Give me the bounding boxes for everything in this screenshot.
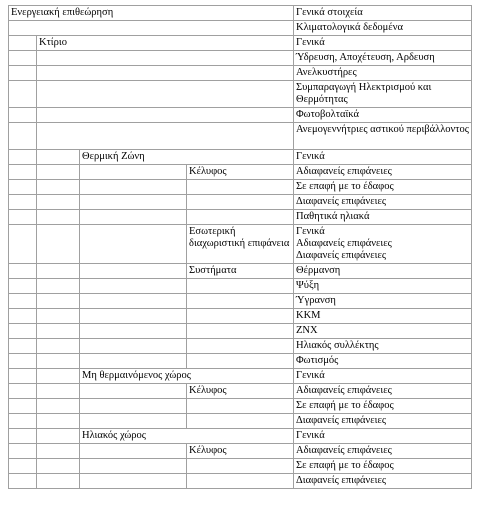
indent-cell <box>9 36 37 51</box>
indent-cell <box>9 165 37 180</box>
indent-cell <box>9 66 37 81</box>
empty-cell <box>37 51 294 66</box>
item-cell: Φωτοβολταϊκά <box>294 108 472 123</box>
empty-cell <box>187 195 294 210</box>
indent-cell <box>9 339 37 354</box>
indent-cell <box>80 459 187 474</box>
indent-cell <box>37 414 80 429</box>
zone-label: Θερμική Ζώνη <box>80 150 294 165</box>
item-cell: Ύγρανση <box>294 294 472 309</box>
group-label: Κτίριο <box>37 36 294 51</box>
empty-cell <box>9 21 294 36</box>
item-cell: Διαφανείς επιφάνειες <box>294 414 472 429</box>
table-row <box>9 51 472 66</box>
indent-cell <box>37 324 80 339</box>
item-cell: Ανεμογεννήτριες αστικού περιβάλλοντος <box>294 123 472 150</box>
table-row <box>9 444 472 459</box>
indent-cell <box>80 165 187 180</box>
indent-cell <box>37 165 80 180</box>
indent-cell <box>9 354 37 369</box>
table-row <box>9 210 472 225</box>
item-cell: Ηλιακός συλλέκτης <box>294 339 472 354</box>
indent-cell <box>80 180 187 195</box>
indent-cell <box>9 444 37 459</box>
item-cell: Ψύξη <box>294 279 472 294</box>
item-cell: Σε επαφή με το έδαφος <box>294 399 472 414</box>
table-row <box>9 264 472 279</box>
indent-cell <box>37 384 80 399</box>
item-cell: Ανελκυστήρες <box>294 66 472 81</box>
item-cell: Γενικά <box>294 150 472 165</box>
table-row <box>9 66 472 81</box>
indent-cell <box>9 264 37 279</box>
indent-cell <box>9 399 37 414</box>
indent-cell <box>9 150 37 165</box>
indent-cell <box>9 81 37 108</box>
table-row <box>9 414 472 429</box>
table-row <box>9 369 472 384</box>
table-row <box>9 279 472 294</box>
indent-cell <box>9 279 37 294</box>
item-cell: Γενικά στοιχεία <box>294 6 472 21</box>
item-cell: Σε επαφή με το έδαφος <box>294 459 472 474</box>
indent-cell <box>9 474 37 489</box>
item-cell: Αδιαφανείς επιφάνειες <box>294 165 472 180</box>
empty-cell <box>187 459 294 474</box>
indent-cell <box>9 429 37 444</box>
empty-cell <box>187 474 294 489</box>
table-row <box>9 474 472 489</box>
indent-cell <box>80 384 187 399</box>
empty-cell <box>37 108 294 123</box>
empty-cell <box>187 294 294 309</box>
zone-label: Μη θερμαινόμενος χώρος <box>80 369 294 384</box>
table-row <box>9 399 472 414</box>
empty-cell <box>187 414 294 429</box>
indent-cell <box>80 225 187 264</box>
table-row <box>9 108 472 123</box>
item-cell: ΚΚΜ <box>294 309 472 324</box>
subgroup-label: Κέλυφος <box>187 444 294 459</box>
indent-cell <box>9 195 37 210</box>
indent-cell <box>9 225 37 264</box>
empty-cell <box>187 210 294 225</box>
item-cell: Ύδρευση, Αποχέτευση, Αρδευση <box>294 51 472 66</box>
table-row <box>9 354 472 369</box>
table-row <box>9 180 472 195</box>
table-row <box>9 324 472 339</box>
subgroup-label: Κέλυφος <box>187 384 294 399</box>
table-row <box>9 150 472 165</box>
indent-cell <box>9 309 37 324</box>
indent-cell <box>37 180 80 195</box>
indent-cell <box>80 210 187 225</box>
table-row <box>9 195 472 210</box>
item-line: Διαφανείς επιφάνειες <box>296 250 387 261</box>
empty-cell <box>37 123 294 150</box>
zone-label: Ηλιακός χώρος <box>80 429 294 444</box>
indent-cell <box>9 369 37 384</box>
item-cell: Σε επαφή με το έδαφος <box>294 180 472 195</box>
indent-cell <box>37 210 80 225</box>
table-row <box>9 294 472 309</box>
indent-cell <box>37 339 80 354</box>
item-line: Αδιαφανείς επιφάνειες <box>296 238 392 249</box>
item-cell: Φωτισμός <box>294 354 472 369</box>
item-cell: Αδιαφανείς επιφάνειες <box>294 384 472 399</box>
subgroup-label: Συστήματα <box>187 264 294 279</box>
section-title: Ενεργειακή επιθεώρηση <box>9 6 294 21</box>
table-row <box>9 459 472 474</box>
table-row <box>9 165 472 180</box>
indent-cell <box>9 180 37 195</box>
item-cell: Διαφανείς επιφάνειες <box>294 474 472 489</box>
indent-cell <box>9 51 37 66</box>
indent-cell <box>80 264 187 279</box>
table-row <box>9 36 472 51</box>
indent-cell <box>9 108 37 123</box>
indent-cell <box>9 384 37 399</box>
indent-cell <box>37 264 80 279</box>
empty-cell <box>187 399 294 414</box>
indent-cell <box>80 195 187 210</box>
subgroup-label: Εσωτερική διαχωριστική επιφάνεια <box>187 225 294 264</box>
indent-cell <box>80 399 187 414</box>
indent-cell <box>9 324 37 339</box>
table-row <box>9 21 472 36</box>
empty-cell <box>187 339 294 354</box>
indent-cell <box>37 399 80 414</box>
indent-cell <box>37 225 80 264</box>
indent-cell <box>80 354 187 369</box>
table-row <box>9 429 472 444</box>
table-row <box>9 225 472 264</box>
indent-cell <box>80 294 187 309</box>
indent-cell <box>80 339 187 354</box>
indent-cell <box>80 279 187 294</box>
indent-cell <box>37 150 80 165</box>
indent-cell <box>37 369 80 384</box>
item-line: Γενικά <box>296 226 325 237</box>
indent-cell <box>80 324 187 339</box>
table-row <box>9 384 472 399</box>
empty-cell <box>187 180 294 195</box>
indent-cell <box>37 195 80 210</box>
item-cell: Αδιαφανείς επιφάνειες <box>294 444 472 459</box>
indent-cell <box>9 294 37 309</box>
indent-cell <box>37 459 80 474</box>
indent-cell <box>80 444 187 459</box>
table-row <box>9 339 472 354</box>
item-cell: ΖΝΧ <box>294 324 472 339</box>
indent-cell <box>9 414 37 429</box>
subgroup-label: Κέλυφος <box>187 165 294 180</box>
empty-cell <box>187 279 294 294</box>
table-row <box>9 81 472 108</box>
item-cell: Διαφανείς επιφάνειες <box>294 195 472 210</box>
table-row <box>9 123 472 150</box>
item-cell: Γενικά <box>294 429 472 444</box>
indent-cell <box>9 459 37 474</box>
item-cell: Παθητικά ηλιακά <box>294 210 472 225</box>
indent-cell <box>80 414 187 429</box>
table-row <box>9 309 472 324</box>
empty-cell <box>187 324 294 339</box>
indent-cell <box>37 429 80 444</box>
indent-cell <box>37 294 80 309</box>
item-cell: Θέρμανση <box>294 264 472 279</box>
empty-cell <box>187 309 294 324</box>
item-cell: Κλιματολογικά δεδομένα <box>294 21 472 36</box>
indent-cell <box>80 474 187 489</box>
empty-cell <box>37 66 294 81</box>
item-cell-multi <box>294 225 472 264</box>
indent-cell <box>9 210 37 225</box>
indent-cell <box>37 444 80 459</box>
indent-cell <box>37 309 80 324</box>
indent-cell <box>37 354 80 369</box>
indent-cell <box>37 474 80 489</box>
empty-cell <box>187 354 294 369</box>
item-cell: Γενικά <box>294 369 472 384</box>
table-row <box>9 6 472 21</box>
indent-cell <box>37 279 80 294</box>
empty-cell <box>37 81 294 108</box>
item-cell: Συμπαραγωγή Ηλεκτρισμού και Θερμότητας <box>294 81 472 108</box>
indent-cell <box>9 123 37 150</box>
item-cell: Γενικά <box>294 36 472 51</box>
indent-cell <box>80 309 187 324</box>
hierarchy-table <box>8 5 472 489</box>
